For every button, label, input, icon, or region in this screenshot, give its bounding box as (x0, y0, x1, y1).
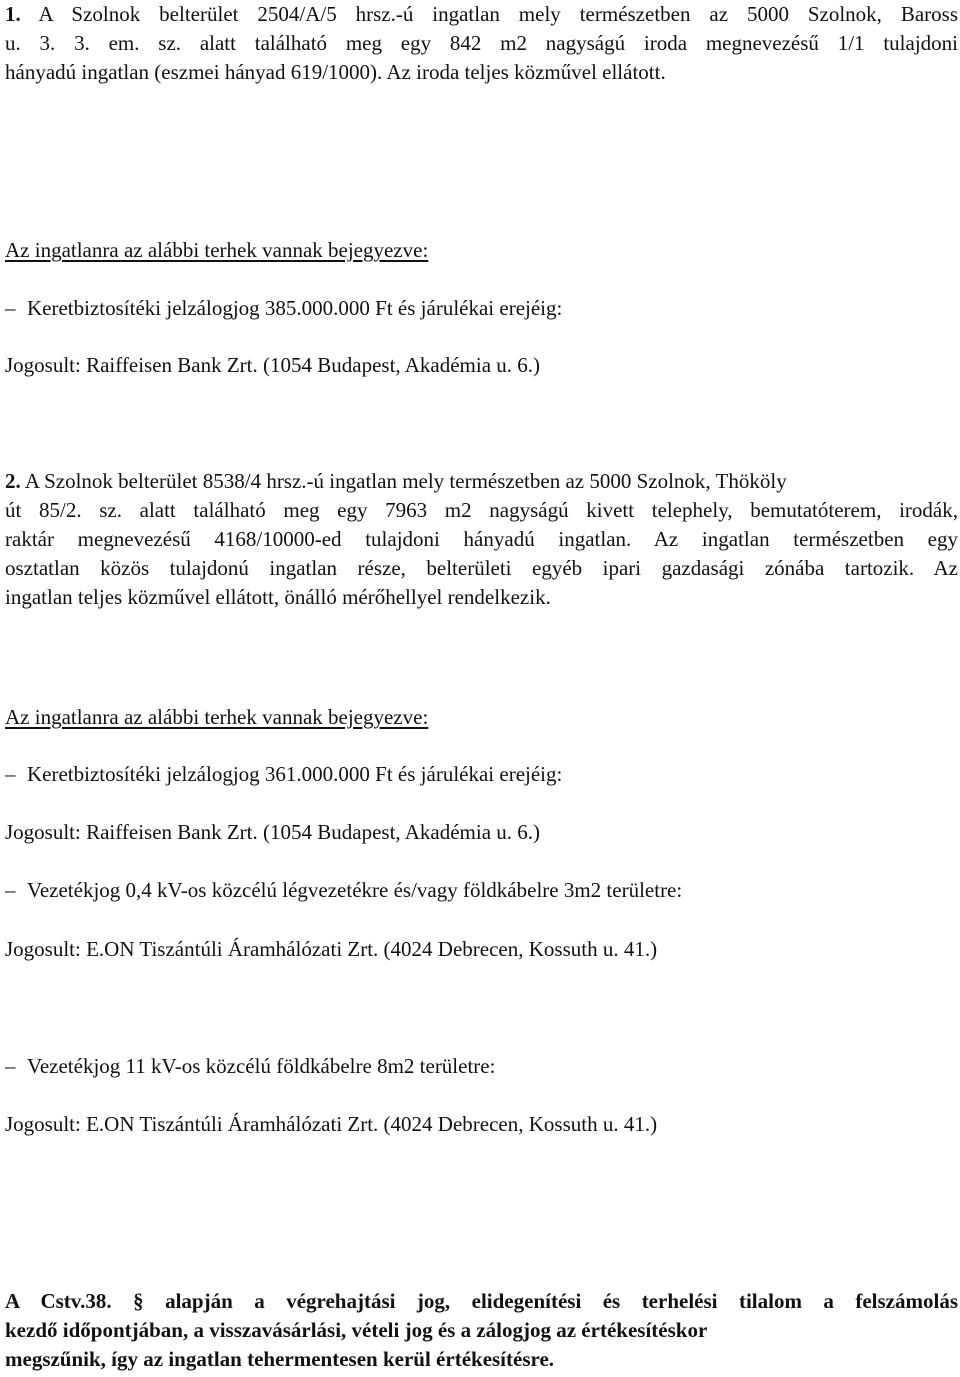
dash-bullet: – (5, 296, 16, 320)
section2-burdens-heading: Az ingatlanra az alábbi terhek vannak bejegyezve: (5, 705, 429, 729)
section1-text-1: A Szolnok belterület 2504/A/5 hrsz.-ú ingatlan mely természetben az 5000 Szolnok, Baross (38, 2, 959, 26)
section2-burden-3-holder: Jogosult: E.ON Tiszántúli Áramhálózati Zrt. (4024 Debrecen, Kossuth u. 41.) (5, 1112, 658, 1136)
closing-line-2: kezdő időpontjában, a visszavásárlási, vételi jog és a zálogjog az értékesítéskor (5, 1318, 708, 1342)
section2-burden-1-holder: Jogosult: Raiffeisen Bank Zrt. (1054 Budapest, Akadémia u. 6.) (5, 820, 541, 844)
closing-line-1 (5, 1287, 958, 1316)
closing-line-3: megszűnik, így az ingatlan tehermentesen kerül értékesítésre. (5, 1347, 555, 1371)
section1-burden-1-holder: Jogosult: Raiffeisen Bank Zrt. (1054 Budapest, Akadémia u. 6.) (5, 353, 541, 377)
dash-bullet: – (5, 878, 16, 902)
dash-bullet: – (5, 762, 16, 786)
section-sign: § (133, 1289, 144, 1313)
section2-text-1: A Szolnok belterület 8538/4 hrsz.-ú ingatlan mely természetben az 5000 Szolnok, Thököly (24, 469, 787, 493)
section2-line-5: ingatlan teljes közművel ellátott, önálló mérőhellyel rendelkezik. (5, 585, 551, 609)
section2-burden-1-text: Keretbiztosítéki jelzálogjog 361.000.000 Ft és járulékai erejéig: (27, 762, 563, 786)
section1-line-1 (5, 0, 958, 29)
section2-line-1 (5, 467, 787, 496)
dash-bullet: – (5, 1054, 16, 1078)
section1-burdens-heading: Az ingatlanra az alábbi terhek vannak bejegyezve: (5, 238, 429, 262)
section2-burden-3 (5, 1052, 495, 1081)
section2-burden-3-text: Vezetékjog 11 kV-os közcélú földkábelre 8m2 területre: (27, 1054, 496, 1078)
section1-burden-1-text: Keretbiztosítéki jelzálogjog 385.000.000 Ft és járulékai erejéig: (27, 296, 563, 320)
section2-line-2: út 85/2. sz. alatt található meg egy 7963 m2 nagyságú kivett telephely, bemutatóterem, irodák, (5, 498, 958, 522)
section2-burden-2 (5, 876, 682, 905)
section2-line-4: osztatlan közös tulajdonú ingatlan része, belterületi egyéb ipari gazdasági zónába tartozik. Az (5, 556, 958, 580)
section2-burden-2-holder: Jogosult: E.ON Tiszántúli Áramhálózati Zrt. (4024 Debrecen, Kossuth u. 41.) (5, 937, 658, 961)
closing-text-1: alapján a végrehajtási jog, elidegenítési és terhelési tilalom a felszámolás (165, 1289, 959, 1313)
closing-prefix: A Cstv.38. (5, 1289, 112, 1313)
section2-number: 2. (5, 469, 21, 493)
section2-burden-2-text: Vezetékjog 0,4 kV-os közcélú légvezetékre és/vagy földkábelre 3m2 területre: (27, 878, 683, 902)
section1-number: 1. (5, 2, 21, 26)
section1-line-3: hányadú ingatlan (eszmei hányad 619/1000). Az iroda teljes közművel ellátott. (5, 60, 666, 84)
section1-line-2: u. 3. 3. em. sz. alatt található meg egy 842 m2 nagyságú iroda megnevezésű 1/1 tulajdoni (5, 31, 958, 55)
section2-line-3: raktár megnevezésű 4168/10000-ed tulajdoni hányadú ingatlan. Az ingatlan természetben egy (5, 527, 958, 551)
section2-burden-1 (5, 760, 562, 789)
section1-burden-1 (5, 294, 562, 323)
